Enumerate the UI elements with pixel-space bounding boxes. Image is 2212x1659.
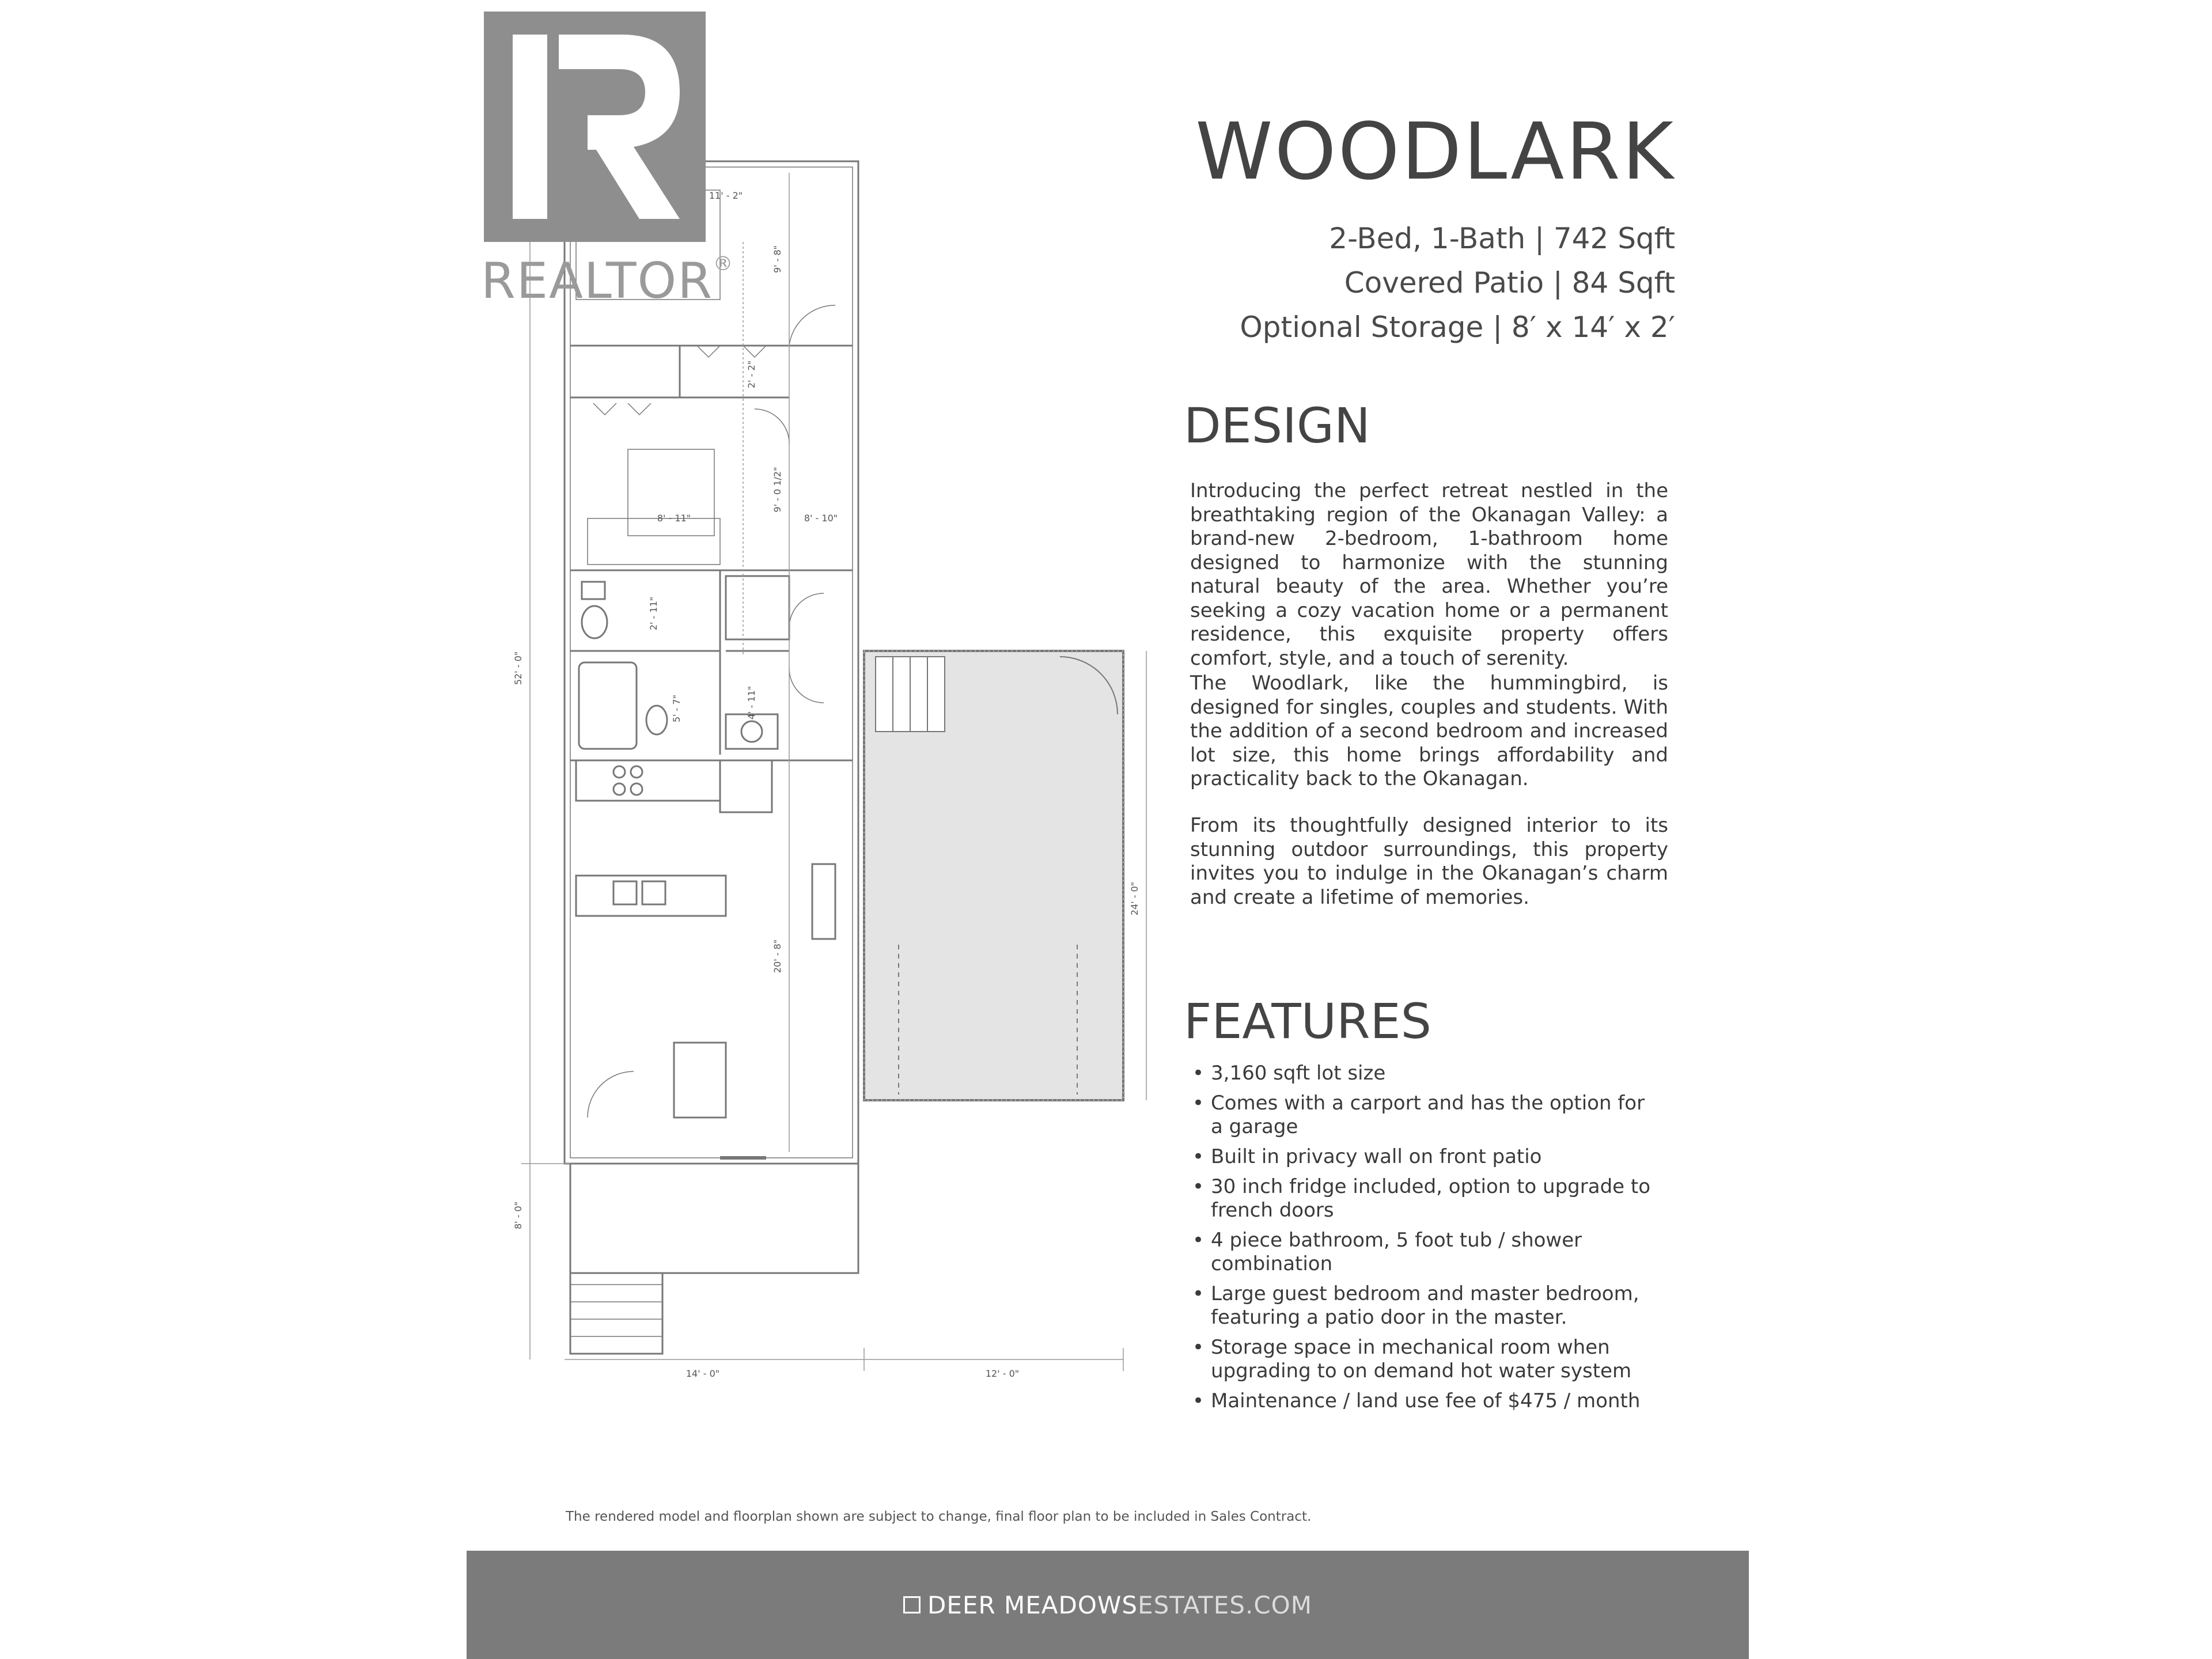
dim-b: 8' - 10" xyxy=(804,513,838,524)
design-paragraph: Introducing the perfect retreat nestled in the breathtaking region of the Okanagan Valley: a brand-new 2-bedroom, 1-bathroom home designed to harmonize with the stunning natural beauty of the area. Whether you’re seeking a cozy vacation home or a permanent residence, this exquisite property offers comfort, style, and a touch of serenity. xyxy=(1190,479,1668,670)
feature-item: • Built in privacy wall on front patio xyxy=(1190,1145,1651,1169)
realtor-logo xyxy=(478,12,734,311)
footer-brand: DEER MEADOWS xyxy=(927,1591,1138,1619)
dim-bed2: 9' - 0 1/2" xyxy=(772,467,783,513)
front-patio xyxy=(570,1164,858,1273)
brochure-page xyxy=(467,0,1749,1659)
dim-bath: 2' - 11" xyxy=(648,596,659,631)
design-heading: DESIGN xyxy=(1184,397,1370,454)
page-title: WOODLARK xyxy=(1195,107,1675,198)
spec-covered-patio: Covered Patio | 84 Sqft xyxy=(1344,266,1675,300)
spec-optional-storage: Optional Storage | 8′ x 14′ x 2′ xyxy=(1240,310,1675,344)
feature-item: • Comes with a carport and has the option for a garage xyxy=(1190,1092,1651,1139)
registered-mark: ® xyxy=(713,252,734,275)
feature-item: • 4 piece bathroom, 5 foot tub / shower combination xyxy=(1190,1229,1651,1276)
dim-width-carport: 12' - 0" xyxy=(985,1368,1020,1379)
dim-width-main: 14' - 0" xyxy=(685,1368,720,1379)
dim-depth-patio: 8' - 0" xyxy=(513,1201,524,1230)
realtor-word: REALTOR xyxy=(481,252,713,310)
disclaimer-text: The rendered model and floorplan shown are subject to change, final floor plan to be included in Sales Contract. xyxy=(566,1509,1312,1524)
feature-item: • Large guest bedroom and master bedroom, featuring a patio door in the master. xyxy=(1190,1282,1651,1330)
feature-item: • 3,160 sqft lot size xyxy=(1190,1062,1651,1085)
dim-small2: 5' - 7" xyxy=(671,694,682,723)
dim-small1: 4' - 11" xyxy=(746,685,757,720)
features-list xyxy=(1190,1062,1651,1419)
spec-beds-baths: 2-Bed, 1-Bath | 742 Sqft xyxy=(1329,222,1675,255)
dim-living: 20' - 8" xyxy=(772,939,783,974)
features-heading: FEATURES xyxy=(1184,993,1431,1050)
footer-bar xyxy=(467,1551,1749,1659)
building-icon xyxy=(903,1596,921,1613)
dim-bed-top: 9' - 8" xyxy=(772,245,783,274)
dim-a: 8' - 11" xyxy=(657,513,691,524)
design-paragraph: The Woodlark, like the hummingbird, is designed for singles, couples and students. With the addition of a second bedroom and increased lot size, this home brings affordability and practicality back to the Okanagan. xyxy=(1190,672,1668,790)
feature-item: • Storage space in mechanical room when upgrading to on demand hot water system xyxy=(1190,1336,1651,1383)
footer-domain: ESTATES.COM xyxy=(1138,1591,1312,1619)
feature-item: • 30 inch fridge included, option to upgrade to french doors xyxy=(1190,1175,1651,1222)
feature-item: • Maintenance / land use fee of $475 / month xyxy=(1190,1389,1651,1413)
dim-depth-total: 52' - 0" xyxy=(513,651,524,685)
realtor-r-mark xyxy=(484,12,706,242)
dim-c: 11' - 2" xyxy=(709,190,743,201)
dim-closet: 2' - 2" xyxy=(746,360,757,389)
design-paragraph: From its thoughtfully designed interior to its stunning outdoor surroundings, this property invites you to indulge in the Okanagan’s charm and create a lifetime of memories. xyxy=(1190,814,1668,909)
dim-depth-carport: 24' - 0" xyxy=(1129,881,1140,916)
